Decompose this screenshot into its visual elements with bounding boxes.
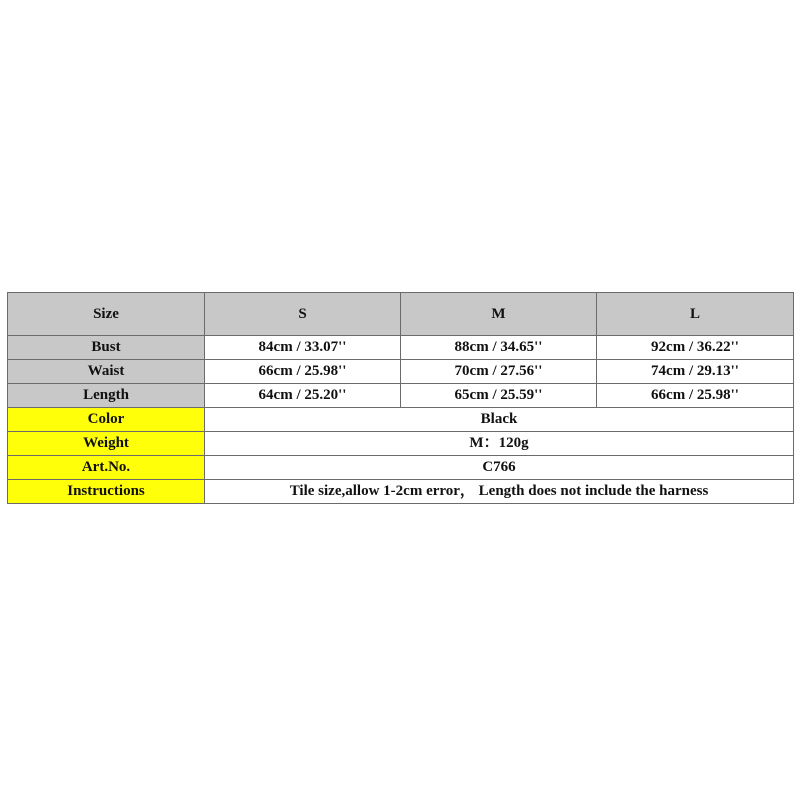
instructions-row: [8, 480, 794, 504]
bust-l-value: 92cm / 36.22'': [597, 336, 794, 360]
art-no-value: C766: [205, 456, 794, 480]
art-no-label: Art.No.: [8, 456, 205, 480]
size-header-m: M: [401, 293, 597, 336]
bust-s-value: 84cm / 33.07'': [205, 336, 401, 360]
waist-s-value: 66cm / 25.98'': [205, 360, 401, 384]
waist-m-value: 70cm / 27.56'': [401, 360, 597, 384]
art-no-row: [8, 456, 794, 480]
size-header-row: [8, 293, 794, 336]
color-label: Color: [8, 408, 205, 432]
bust-label: Bust: [8, 336, 205, 360]
weight-row: [8, 432, 794, 456]
length-m-value: 65cm / 25.59'': [401, 384, 597, 408]
length-row: [8, 384, 794, 408]
size-header-l: L: [597, 293, 794, 336]
size-chart-table: [7, 292, 794, 504]
size-header-label: Size: [8, 293, 205, 336]
size-header-s: S: [205, 293, 401, 336]
bust-m-value: 88cm / 34.65'': [401, 336, 597, 360]
weight-value: M：120g: [205, 432, 794, 456]
length-label: Length: [8, 384, 205, 408]
color-row: [8, 408, 794, 432]
length-s-value: 64cm / 25.20'': [205, 384, 401, 408]
color-value: Black: [205, 408, 794, 432]
waist-l-value: 74cm / 29.13'': [597, 360, 794, 384]
waist-row: [8, 360, 794, 384]
instructions-value: Tile size,allow 1-2cm error， Length does not include the harness: [205, 480, 794, 504]
waist-label: Waist: [8, 360, 205, 384]
bust-row: [8, 336, 794, 360]
length-l-value: 66cm / 25.98'': [597, 384, 794, 408]
weight-label: Weight: [8, 432, 205, 456]
instructions-label: Instructions: [8, 480, 205, 504]
